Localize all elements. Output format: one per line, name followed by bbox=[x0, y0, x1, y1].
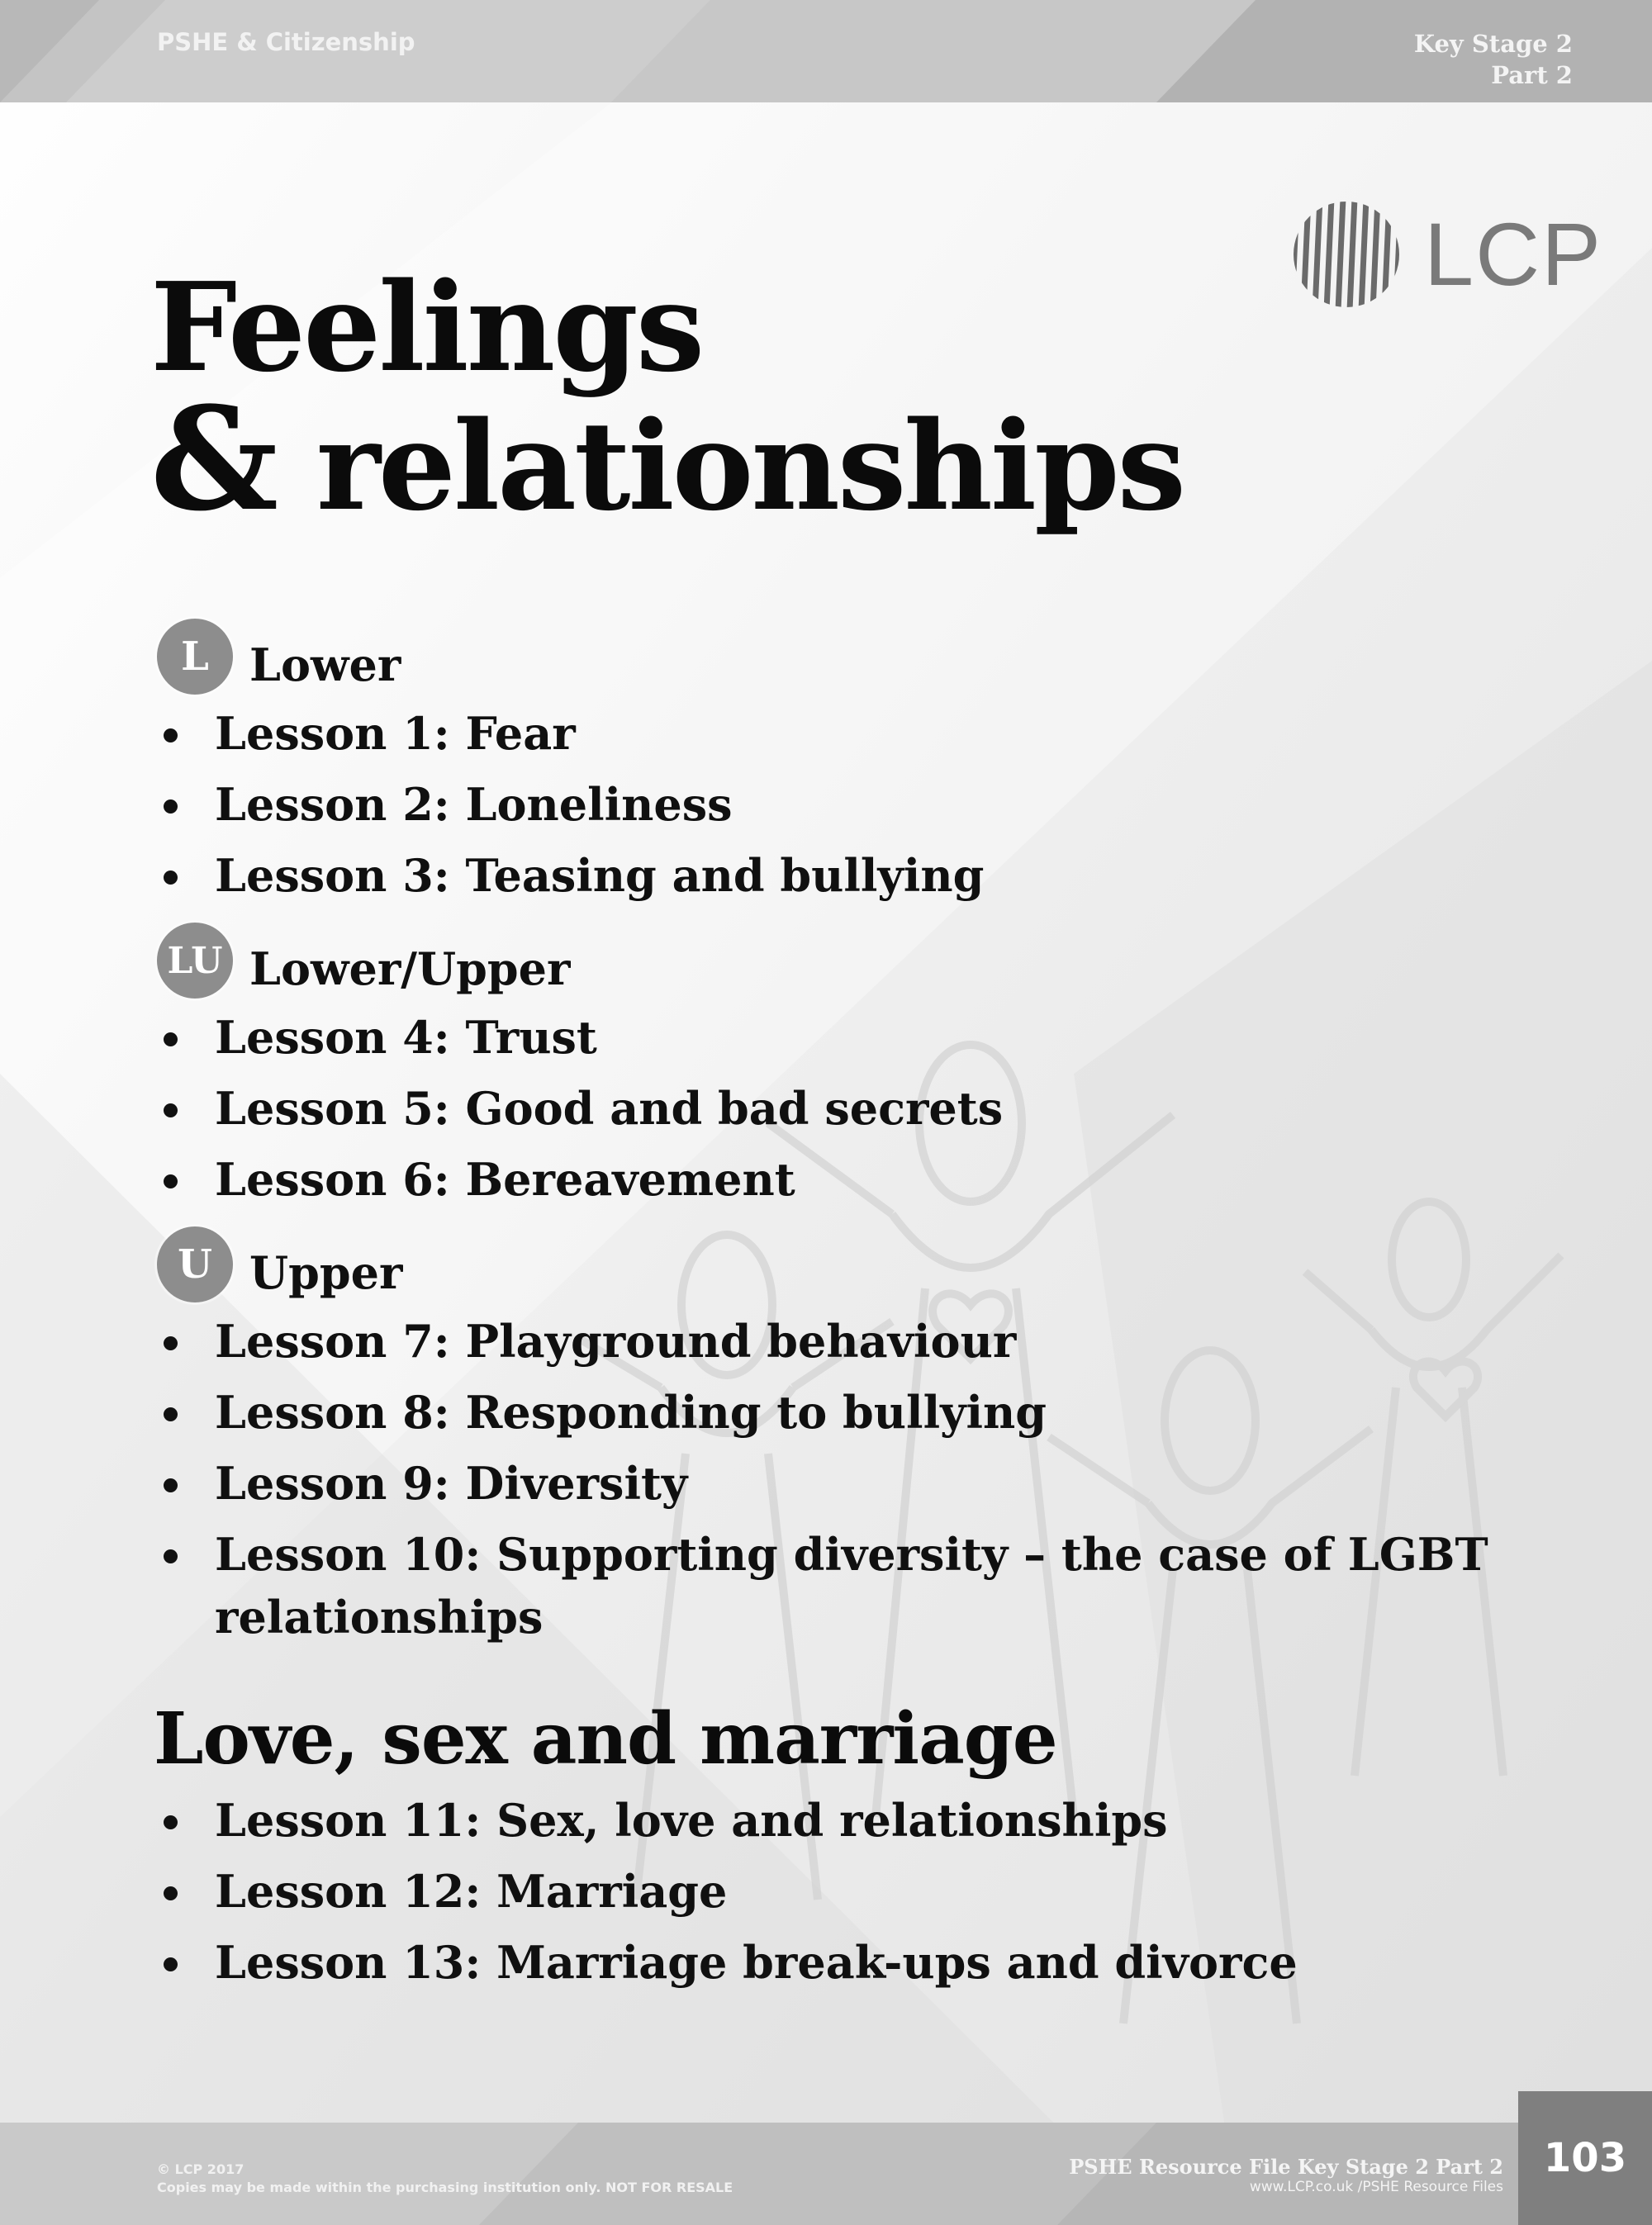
list-item bbox=[157, 1789, 1561, 1860]
part-text: Part 2 bbox=[1491, 61, 1573, 89]
resale-notice: Copies may be made within the purchasing institution only. NOT FOR RESALE bbox=[157, 2180, 733, 2195]
bullet-icon bbox=[164, 1103, 178, 1117]
list-item bbox=[157, 1523, 1561, 1649]
list-item bbox=[157, 1310, 1561, 1381]
list-item bbox=[157, 1860, 1561, 1931]
barcode-circle-icon bbox=[1290, 198, 1406, 311]
level-lower bbox=[157, 611, 1561, 702]
list-item bbox=[157, 773, 1561, 844]
level-label: Lower bbox=[249, 638, 401, 691]
lesson-title: Lesson 7: Playground behaviour bbox=[215, 1315, 1017, 1368]
product-url: www.LCP.co.uk /PSHE Resource Files bbox=[1249, 2179, 1503, 2195]
page-header bbox=[0, 0, 1652, 102]
list-item bbox=[157, 1381, 1561, 1452]
lesson-title: Lesson 9: Diversity bbox=[215, 1457, 688, 1510]
list-item bbox=[157, 1931, 1561, 2002]
lesson-title: Lesson 2: Loneliness bbox=[215, 778, 733, 831]
product-title: PSHE Resource File Key Stage 2 Part 2 bbox=[1069, 2155, 1503, 2179]
lesson-title: Lesson 1: Fear bbox=[215, 707, 576, 760]
lesson-title: Lesson 4: Trust bbox=[215, 1011, 597, 1064]
bullet-icon bbox=[164, 1336, 178, 1350]
key-stage-text: Key Stage 2 bbox=[1413, 30, 1573, 58]
bullet-icon bbox=[164, 1032, 178, 1046]
level-lower-upper bbox=[157, 915, 1561, 1006]
level-label: Lower/Upper bbox=[249, 942, 571, 995]
bullet-icon bbox=[164, 1957, 178, 1971]
level-upper bbox=[157, 1219, 1561, 1310]
page-footer bbox=[0, 2123, 1652, 2225]
lesson-title: Lesson 11: Sex, love and relationships bbox=[215, 1794, 1168, 1847]
subject-label: PSHE & Citizenship bbox=[157, 28, 415, 56]
bullet-icon bbox=[164, 1886, 178, 1900]
product-info bbox=[1069, 2156, 1503, 2195]
lcp-logo bbox=[1290, 198, 1603, 311]
lesson-title: Lesson 6: Bereavement bbox=[215, 1153, 795, 1206]
lesson-list bbox=[157, 1310, 1561, 1649]
list-item bbox=[157, 1148, 1561, 1219]
bullet-icon bbox=[164, 871, 178, 885]
list-item bbox=[157, 702, 1561, 773]
title-ampersand: & bbox=[150, 375, 277, 543]
bullet-icon bbox=[164, 728, 178, 742]
bullet-icon bbox=[164, 1815, 178, 1829]
bullet-icon bbox=[164, 1407, 178, 1421]
lesson-title: Lesson 13: Marriage break-ups and divorce bbox=[215, 1936, 1298, 1989]
copyright-notice bbox=[157, 2161, 733, 2197]
lesson-title: Lesson 5: Good and bad secrets bbox=[215, 1082, 1004, 1135]
level-label: Upper bbox=[249, 1246, 403, 1299]
title-line2-text: relationships bbox=[316, 394, 1184, 538]
title-line2 bbox=[150, 375, 1184, 543]
stage-label bbox=[1414, 28, 1573, 91]
level-badge: U bbox=[157, 1226, 233, 1302]
lesson-list bbox=[157, 1006, 1561, 1219]
lesson-list bbox=[157, 702, 1561, 915]
section-heading: Love, sex and marriage bbox=[154, 1697, 1057, 1781]
copyright-text: © LCP 2017 bbox=[157, 2161, 244, 2177]
logo-text: LCP bbox=[1424, 204, 1603, 304]
lesson-title: Lesson 3: Teasing and bullying bbox=[215, 849, 985, 902]
lesson-title: Lesson 8: Responding to bullying bbox=[215, 1386, 1047, 1439]
lesson-index bbox=[154, 611, 1561, 2002]
bullet-icon bbox=[164, 1478, 178, 1492]
level-badge: LU bbox=[157, 923, 233, 999]
bullet-icon bbox=[164, 1174, 178, 1188]
bullet-icon bbox=[164, 799, 178, 814]
page-number: 103 bbox=[1518, 2091, 1652, 2225]
lesson-title: Lesson 12: Marriage bbox=[215, 1865, 728, 1918]
list-item bbox=[157, 844, 1561, 915]
title-line1: Feelings bbox=[150, 255, 703, 399]
bullet-icon bbox=[164, 1549, 178, 1563]
list-item bbox=[157, 1077, 1561, 1148]
list-item bbox=[157, 1006, 1561, 1077]
level-badge: L bbox=[157, 619, 233, 695]
lesson-title: Lesson 10: Supporting diversity – the case of LGBT relationships bbox=[215, 1528, 1488, 1644]
list-item bbox=[157, 1452, 1561, 1523]
page-title bbox=[150, 255, 1184, 543]
lesson-list bbox=[157, 1789, 1561, 2002]
